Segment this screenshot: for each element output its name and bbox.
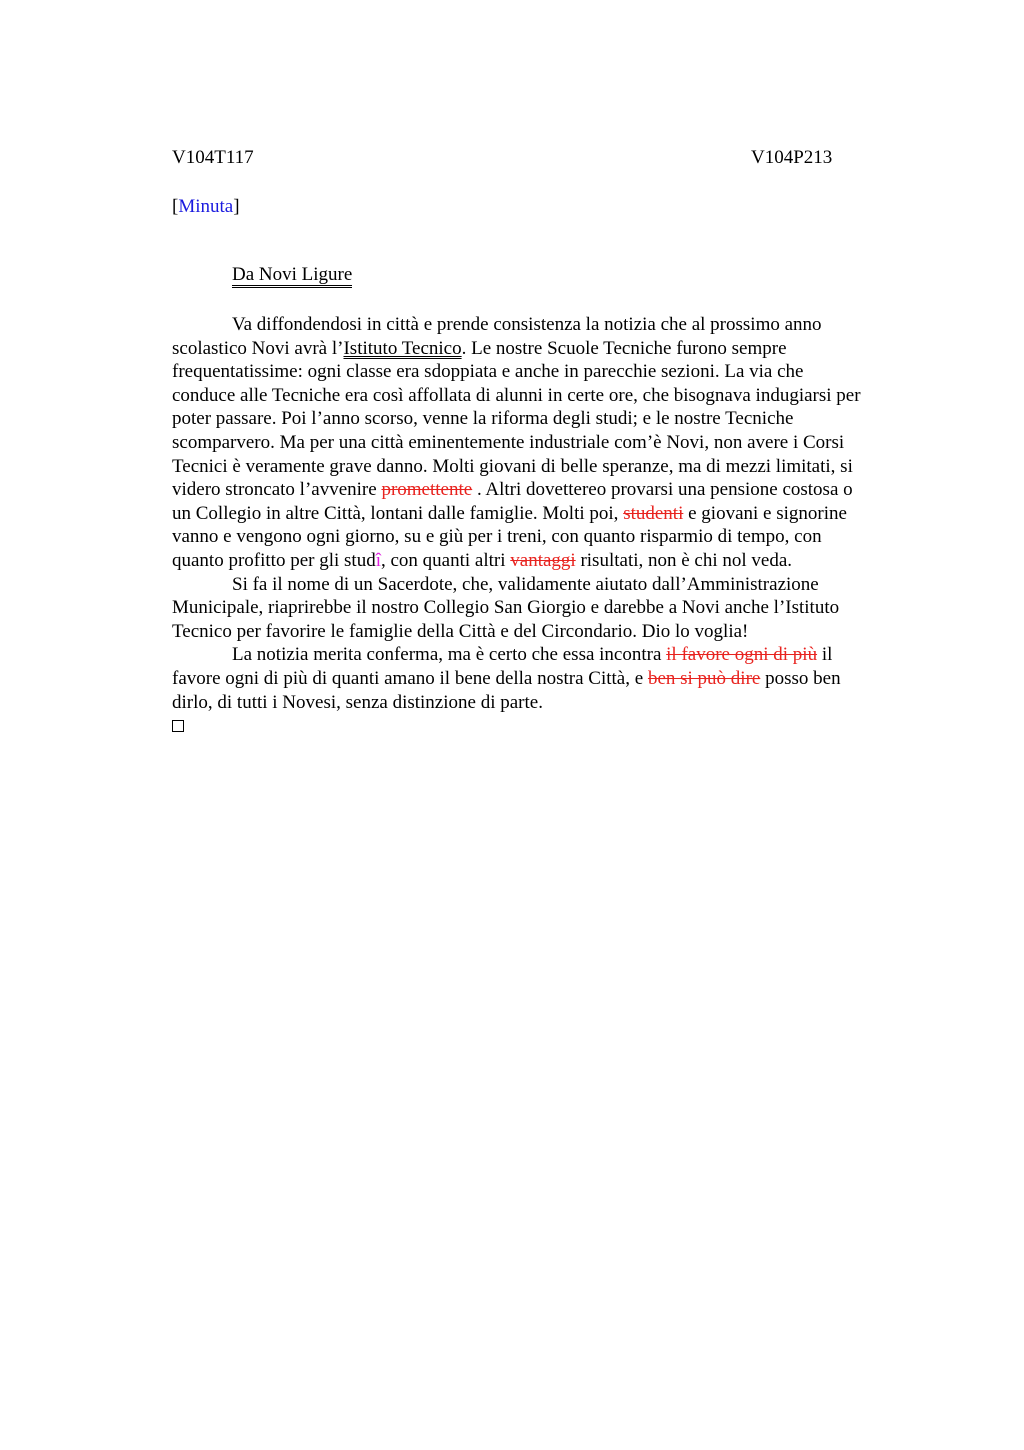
p3-line-1-a: La notizia merita conferma, ma è certo che essa incontra xyxy=(232,644,667,666)
end-mark-line xyxy=(172,714,932,738)
minuta-label xyxy=(172,195,240,219)
p3-line-2-a: favore ogni di più di quanti amano il bene della nostra Città, e xyxy=(172,667,648,689)
p1-line-9-b: e giovani e signorine xyxy=(683,502,847,524)
istituto-tecnico-underlined: Istituto Tecnico xyxy=(343,337,462,359)
p1-line-11-c: risultati, non è chi nol veda. xyxy=(575,549,793,571)
bracket-open: [ xyxy=(172,196,179,217)
p3-line-2-b: posso ben xyxy=(760,667,841,689)
p1-line-9-a: un Collegio in altre Città, lontani dalle famiglie. Molti poi, xyxy=(172,502,624,524)
p1-line-2-a: scolastico Novi avrà l’ xyxy=(172,337,344,359)
p1-line-3: frequentatissime: ogni classe era sdoppiata e anche in parecchie sezioni. La via che xyxy=(172,361,804,383)
p1-line-5: poter passare. Poi l’anno scorso, venne la riforma degli studi; e le nostre Tecniche xyxy=(172,408,794,430)
p2-line-3: Tecnico per favorire le famiglie della Città e del Circondario. Dio lo voglia! xyxy=(172,620,749,642)
bracket-close: ] xyxy=(233,196,240,217)
deleted-phrase-il-favore: il favore ogni di più xyxy=(666,644,818,666)
p1-line-8 xyxy=(172,478,932,502)
document-ref-right: V104P213 xyxy=(751,147,833,168)
p1-line-6: scomparvero. Ma per una città eminentemente industriale com’è Novi, non avere i Corsi xyxy=(172,431,845,453)
article-body xyxy=(172,313,932,738)
p1-line-7: Tecnici è veramente grave danno. Molti giovani di belle speranze, ma di mezzi limitati, si xyxy=(172,455,853,477)
p1-line-11-b: , con quanti altri xyxy=(380,549,511,571)
deleted-word-vantaggi: vantaggi xyxy=(510,549,576,571)
end-square-icon xyxy=(172,720,184,732)
p1-line-8-a: videro stroncato l’avvenire xyxy=(172,479,382,501)
p1-line-8-b: . Altri dovettereo provarsi una pensione costosa o xyxy=(472,479,853,501)
p1-line-10: vanno e vengono ogni giorno, su e giù per i treni, con quanto risparmio di tempo, con xyxy=(172,526,822,548)
article-heading: Da Novi Ligure xyxy=(232,265,352,288)
p2-line-2: Municipale, riaprirebbe il nostro Collegio San Giorgio e darebbe a Novi anche l’Istituto xyxy=(172,597,840,619)
minuta-text: Minuta xyxy=(178,196,234,217)
circumflex-i-mark: î xyxy=(375,549,381,571)
p3-line-1-b: il xyxy=(817,644,833,666)
p1-line-9 xyxy=(172,502,932,526)
p1-line-1: Va diffondendosi in città e prende consistenza la notizia che al prossimo anno xyxy=(232,314,822,335)
document-ref-left: V104T117 xyxy=(172,147,254,168)
p2-line-1: Si fa il nome di un Sacerdote, che, validamente aiutato dall’Amministrazione xyxy=(232,573,819,595)
p3-line-1 xyxy=(172,643,932,667)
p1-line-2-c: . Le nostre Scuole Tecniche furono sempre xyxy=(461,337,787,359)
p1-line-4: conduce alle Tecniche era così affollata di alunni in certe ore, che bisognava indugiarsi per xyxy=(172,384,861,406)
p1-line-2 xyxy=(172,337,932,361)
p1-line-11 xyxy=(172,549,932,573)
deleted-word-studenti: studenti xyxy=(623,502,684,524)
p3-line-3: dirlo, di tutti i Novesi, senza distinzione di parte. xyxy=(172,691,543,713)
p1-line-11-a: quanto profitto per gli stud xyxy=(172,549,376,571)
p3-line-2 xyxy=(172,667,932,691)
deleted-word-promettente: promettente xyxy=(381,479,473,501)
deleted-phrase-ben-si-puo-dire: ben si può dire xyxy=(647,667,761,689)
